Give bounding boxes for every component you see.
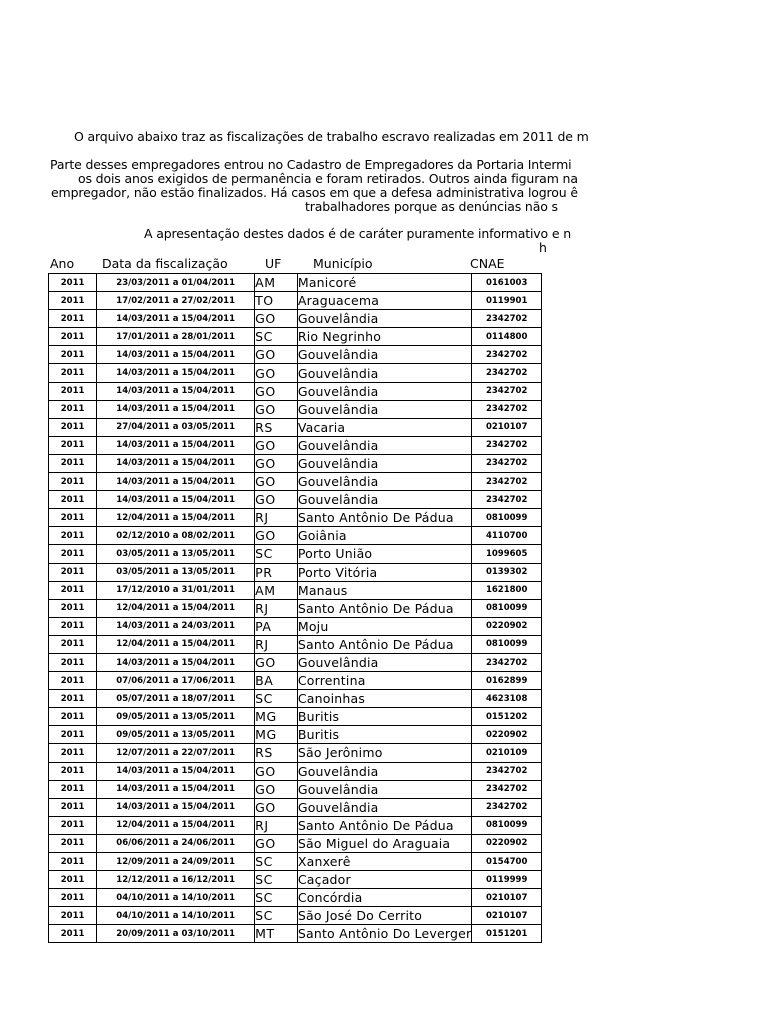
cell-uf: GO (255, 454, 298, 472)
cell-ano: 2011 (49, 527, 97, 545)
header-ano: Ano (50, 256, 75, 271)
cell-uf: MG (255, 726, 298, 744)
cell-cnae: 0119999 (472, 871, 542, 889)
cell-municipio: Gouvelândia (297, 780, 472, 798)
cell-uf: AM (255, 274, 298, 292)
table-row (49, 418, 542, 436)
cell-cnae: 2342702 (472, 780, 542, 798)
table-row (49, 527, 542, 545)
cell-uf: SC (255, 545, 298, 563)
cell-data: 12/04/2011 a 15/04/2011 (97, 509, 255, 527)
cell-municipio: São José Do Cerrito (297, 907, 472, 925)
cell-ano: 2011 (49, 545, 97, 563)
cell-data: 14/03/2011 a 15/04/2011 (97, 346, 255, 364)
cell-uf: SC (255, 907, 298, 925)
cell-ano: 2011 (49, 364, 97, 382)
cell-data: 14/03/2011 a 15/04/2011 (97, 798, 255, 816)
cell-cnae: 0810099 (472, 635, 542, 653)
cell-municipio: Gouvelândia (297, 491, 472, 509)
table-row (49, 798, 542, 816)
cell-data: 14/03/2011 a 15/04/2011 (97, 454, 255, 472)
cell-cnae: 2342702 (472, 473, 542, 491)
table-row (49, 364, 542, 382)
cell-uf: GO (255, 762, 298, 780)
cell-cnae: 2342702 (472, 346, 542, 364)
table-row (49, 382, 542, 400)
intro-line-2: Parte desses empregadores entrou no Cadastro de Empregadores da Portaria Intermi (50, 157, 572, 172)
table-row (49, 925, 542, 943)
cell-uf: GO (255, 382, 298, 400)
cell-uf: GO (255, 400, 298, 418)
intro-line-7: h (539, 240, 547, 255)
cell-municipio: Porto União (297, 545, 472, 563)
intro-line-5: trabalhadores porque as denúncias não s (305, 199, 558, 214)
cell-cnae: 0154700 (472, 853, 542, 871)
table-row (49, 690, 542, 708)
cell-data: 09/05/2011 a 13/05/2011 (97, 708, 255, 726)
cell-cnae: 2342702 (472, 400, 542, 418)
cell-uf: RJ (255, 509, 298, 527)
cell-municipio: Santo Antônio De Pádua (297, 635, 472, 653)
cell-ano: 2011 (49, 889, 97, 907)
cell-ano: 2011 (49, 436, 97, 454)
cell-data: 12/04/2011 a 15/04/2011 (97, 816, 255, 834)
cell-cnae: 0220902 (472, 726, 542, 744)
cell-ano: 2011 (49, 726, 97, 744)
cell-municipio: Caçador (297, 871, 472, 889)
cell-data: 14/03/2011 a 15/04/2011 (97, 653, 255, 671)
cell-ano: 2011 (49, 509, 97, 527)
cell-municipio: Xanxerê (297, 853, 472, 871)
table-row (49, 274, 542, 292)
cell-cnae: 1099605 (472, 545, 542, 563)
table-row (49, 310, 542, 328)
cell-data: 17/02/2011 a 27/02/2011 (97, 292, 255, 310)
cell-uf: GO (255, 780, 298, 798)
table-row (49, 599, 542, 617)
cell-uf: PR (255, 563, 298, 581)
cell-cnae: 0151201 (472, 925, 542, 943)
cell-data: 14/03/2011 a 15/04/2011 (97, 400, 255, 418)
table-row (49, 653, 542, 671)
table-row (49, 545, 542, 563)
cell-municipio: Concórdia (297, 889, 472, 907)
cell-cnae: 0810099 (472, 509, 542, 527)
table-row (49, 581, 542, 599)
cell-data: 17/01/2011 a 28/01/2011 (97, 328, 255, 346)
cell-data: 23/03/2011 a 01/04/2011 (97, 274, 255, 292)
cell-data: 17/12/2010 a 31/01/2011 (97, 581, 255, 599)
table-row (49, 744, 542, 762)
cell-ano: 2011 (49, 653, 97, 671)
cell-ano: 2011 (49, 798, 97, 816)
cell-data: 27/04/2011 a 03/05/2011 (97, 418, 255, 436)
cell-ano: 2011 (49, 346, 97, 364)
cell-cnae: 4623108 (472, 690, 542, 708)
cell-uf: AM (255, 581, 298, 599)
cell-municipio: Gouvelândia (297, 762, 472, 780)
cell-uf: GO (255, 436, 298, 454)
table-row (49, 400, 542, 418)
cell-ano: 2011 (49, 599, 97, 617)
cell-data: 14/03/2011 a 15/04/2011 (97, 473, 255, 491)
cell-ano: 2011 (49, 563, 97, 581)
table-row (49, 672, 542, 690)
cell-cnae: 1621800 (472, 581, 542, 599)
cell-cnae: 0810099 (472, 599, 542, 617)
cell-uf: GO (255, 473, 298, 491)
table-row (49, 346, 542, 364)
cell-data: 04/10/2011 a 14/10/2011 (97, 889, 255, 907)
table-row (49, 762, 542, 780)
intro-line-3: os dois anos exigidos de permanência e foram retirados. Outros ainda figuram na (78, 171, 578, 186)
cell-data: 12/07/2011 a 22/07/2011 (97, 744, 255, 762)
cell-municipio: Vacaria (297, 418, 472, 436)
cell-data: 14/03/2011 a 24/03/2011 (97, 617, 255, 635)
cell-data: 03/05/2011 a 13/05/2011 (97, 545, 255, 563)
cell-municipio: Gouvelândia (297, 400, 472, 418)
cell-uf: GO (255, 364, 298, 382)
table-row (49, 726, 542, 744)
cell-cnae: 2342702 (472, 364, 542, 382)
cell-ano: 2011 (49, 454, 97, 472)
table-row (49, 635, 542, 653)
cell-data: 14/03/2011 a 15/04/2011 (97, 436, 255, 454)
cell-cnae: 2342702 (472, 491, 542, 509)
cell-uf: RJ (255, 816, 298, 834)
cell-uf: GO (255, 310, 298, 328)
cell-uf: GO (255, 346, 298, 364)
cell-municipio: Gouvelândia (297, 436, 472, 454)
cell-data: 03/05/2011 a 13/05/2011 (97, 563, 255, 581)
table-row (49, 328, 542, 346)
table-row (49, 563, 542, 581)
cell-cnae: 0161003 (472, 274, 542, 292)
table-row (49, 708, 542, 726)
cell-uf: SC (255, 889, 298, 907)
header-municipio: Município (313, 256, 373, 271)
cell-data: 12/09/2011 a 24/09/2011 (97, 853, 255, 871)
cell-ano: 2011 (49, 400, 97, 418)
cell-ano: 2011 (49, 907, 97, 925)
cell-municipio: Gouvelândia (297, 346, 472, 364)
cell-cnae: 2342702 (472, 310, 542, 328)
header-uf: UF (265, 256, 282, 271)
cell-uf: PA (255, 617, 298, 635)
cell-municipio: Moju (297, 617, 472, 635)
cell-data: 04/10/2011 a 14/10/2011 (97, 907, 255, 925)
cell-data: 12/04/2011 a 15/04/2011 (97, 599, 255, 617)
cell-uf: SC (255, 853, 298, 871)
cell-municipio: Gouvelândia (297, 454, 472, 472)
table-row (49, 853, 542, 871)
cell-ano: 2011 (49, 871, 97, 889)
cell-municipio: Santo Antônio De Pádua (297, 599, 472, 617)
cell-municipio: Gouvelândia (297, 653, 472, 671)
cell-data: 12/12/2011 a 16/12/2011 (97, 871, 255, 889)
cell-data: 14/03/2011 a 15/04/2011 (97, 762, 255, 780)
table-row (49, 436, 542, 454)
cell-uf: GO (255, 653, 298, 671)
cell-uf: GO (255, 834, 298, 852)
cell-ano: 2011 (49, 581, 97, 599)
cell-ano: 2011 (49, 744, 97, 762)
inspections-table (48, 273, 542, 943)
intro-line-1: O arquivo abaixo traz as fiscalizações de trabalho escravo realizadas em 2011 de m (74, 129, 589, 144)
cell-uf: SC (255, 871, 298, 889)
cell-data: 09/05/2011 a 13/05/2011 (97, 726, 255, 744)
cell-ano: 2011 (49, 690, 97, 708)
cell-uf: RS (255, 744, 298, 762)
header-cnae: CNAE (470, 256, 505, 271)
cell-cnae: 4110700 (472, 527, 542, 545)
cell-municipio: São Jerônimo (297, 744, 472, 762)
table-row (49, 454, 542, 472)
cell-ano: 2011 (49, 274, 97, 292)
cell-data: 14/03/2011 a 15/04/2011 (97, 780, 255, 798)
cell-data: 20/09/2011 a 03/10/2011 (97, 925, 255, 943)
cell-ano: 2011 (49, 816, 97, 834)
cell-municipio: Rio Negrinho (297, 328, 472, 346)
table-row (49, 617, 542, 635)
cell-uf: GO (255, 798, 298, 816)
cell-municipio: São Miguel do Araguaia (297, 834, 472, 852)
cell-data: 14/03/2011 a 15/04/2011 (97, 491, 255, 509)
cell-ano: 2011 (49, 925, 97, 943)
cell-municipio: Santo Antônio De Pádua (297, 816, 472, 834)
cell-municipio: Gouvelândia (297, 364, 472, 382)
cell-data: 06/06/2011 a 24/06/2011 (97, 834, 255, 852)
cell-data: 14/03/2011 a 15/04/2011 (97, 310, 255, 328)
cell-cnae: 0151202 (472, 708, 542, 726)
cell-cnae: 0162899 (472, 672, 542, 690)
cell-cnae: 0114800 (472, 328, 542, 346)
cell-ano: 2011 (49, 780, 97, 798)
cell-municipio: Araguacema (297, 292, 472, 310)
cell-ano: 2011 (49, 672, 97, 690)
cell-cnae: 2342702 (472, 762, 542, 780)
cell-cnae: 2342702 (472, 436, 542, 454)
table-row (49, 292, 542, 310)
cell-ano: 2011 (49, 635, 97, 653)
cell-data: 14/03/2011 a 15/04/2011 (97, 382, 255, 400)
table-row (49, 889, 542, 907)
cell-uf: MT (255, 925, 298, 943)
table-row (49, 491, 542, 509)
intro-line-6: A apresentação destes dados é de caráter puramente informativo e n (144, 226, 571, 241)
header-data: Data da fiscalização (102, 256, 228, 271)
cell-cnae: 0210107 (472, 418, 542, 436)
cell-ano: 2011 (49, 762, 97, 780)
cell-uf: GO (255, 527, 298, 545)
cell-cnae: 0119901 (472, 292, 542, 310)
cell-municipio: Goiânia (297, 527, 472, 545)
cell-cnae: 0210107 (472, 889, 542, 907)
cell-cnae: 0210109 (472, 744, 542, 762)
table-row (49, 871, 542, 889)
table-row (49, 816, 542, 834)
cell-cnae: 0210107 (472, 907, 542, 925)
cell-uf: MG (255, 708, 298, 726)
cell-ano: 2011 (49, 473, 97, 491)
cell-cnae: 0139302 (472, 563, 542, 581)
cell-ano: 2011 (49, 834, 97, 852)
cell-uf: SC (255, 328, 298, 346)
cell-ano: 2011 (49, 708, 97, 726)
cell-uf: GO (255, 491, 298, 509)
cell-uf: RJ (255, 599, 298, 617)
cell-cnae: 2342702 (472, 653, 542, 671)
cell-cnae: 0220902 (472, 834, 542, 852)
cell-uf: SC (255, 690, 298, 708)
cell-ano: 2011 (49, 418, 97, 436)
cell-ano: 2011 (49, 292, 97, 310)
cell-municipio: Canoinhas (297, 690, 472, 708)
cell-municipio: Buritis (297, 726, 472, 744)
cell-cnae: 0220902 (472, 617, 542, 635)
cell-municipio: Gouvelândia (297, 473, 472, 491)
cell-uf: TO (255, 292, 298, 310)
cell-ano: 2011 (49, 617, 97, 635)
table-row (49, 509, 542, 527)
cell-municipio: Manicoré (297, 274, 472, 292)
table-row (49, 907, 542, 925)
cell-data: 07/06/2011 a 17/06/2011 (97, 672, 255, 690)
cell-municipio: Correntina (297, 672, 472, 690)
cell-ano: 2011 (49, 491, 97, 509)
cell-data: 05/07/2011 a 18/07/2011 (97, 690, 255, 708)
cell-uf: RS (255, 418, 298, 436)
cell-municipio: Gouvelândia (297, 310, 472, 328)
cell-municipio: Santo Antônio Do Leverger (297, 926, 472, 942)
intro-line-4: empregador, não estão finalizados. Há casos em que a defesa administrativa logrou ê (51, 185, 578, 200)
table-row (49, 780, 542, 798)
cell-municipio: Manaus (297, 581, 472, 599)
table-row (49, 834, 542, 852)
cell-ano: 2011 (49, 310, 97, 328)
cell-ano: 2011 (49, 382, 97, 400)
cell-data: 02/12/2010 a 08/02/2011 (97, 527, 255, 545)
cell-cnae: 2342702 (472, 454, 542, 472)
cell-data: 14/03/2011 a 15/04/2011 (97, 364, 255, 382)
cell-cnae: 2342702 (472, 798, 542, 816)
cell-uf: BA (255, 672, 298, 690)
cell-municipio: Santo Antônio De Pádua (297, 509, 472, 527)
cell-municipio: Gouvelândia (297, 798, 472, 816)
cell-municipio: Buritis (297, 708, 472, 726)
cell-municipio: Porto Vitória (297, 563, 472, 581)
cell-ano: 2011 (49, 328, 97, 346)
cell-uf: RJ (255, 635, 298, 653)
cell-ano: 2011 (49, 853, 97, 871)
cell-data: 12/04/2011 a 15/04/2011 (97, 635, 255, 653)
cell-cnae: 0810099 (472, 816, 542, 834)
cell-municipio: Gouvelândia (297, 382, 472, 400)
cell-cnae: 2342702 (472, 382, 542, 400)
table-row (49, 473, 542, 491)
